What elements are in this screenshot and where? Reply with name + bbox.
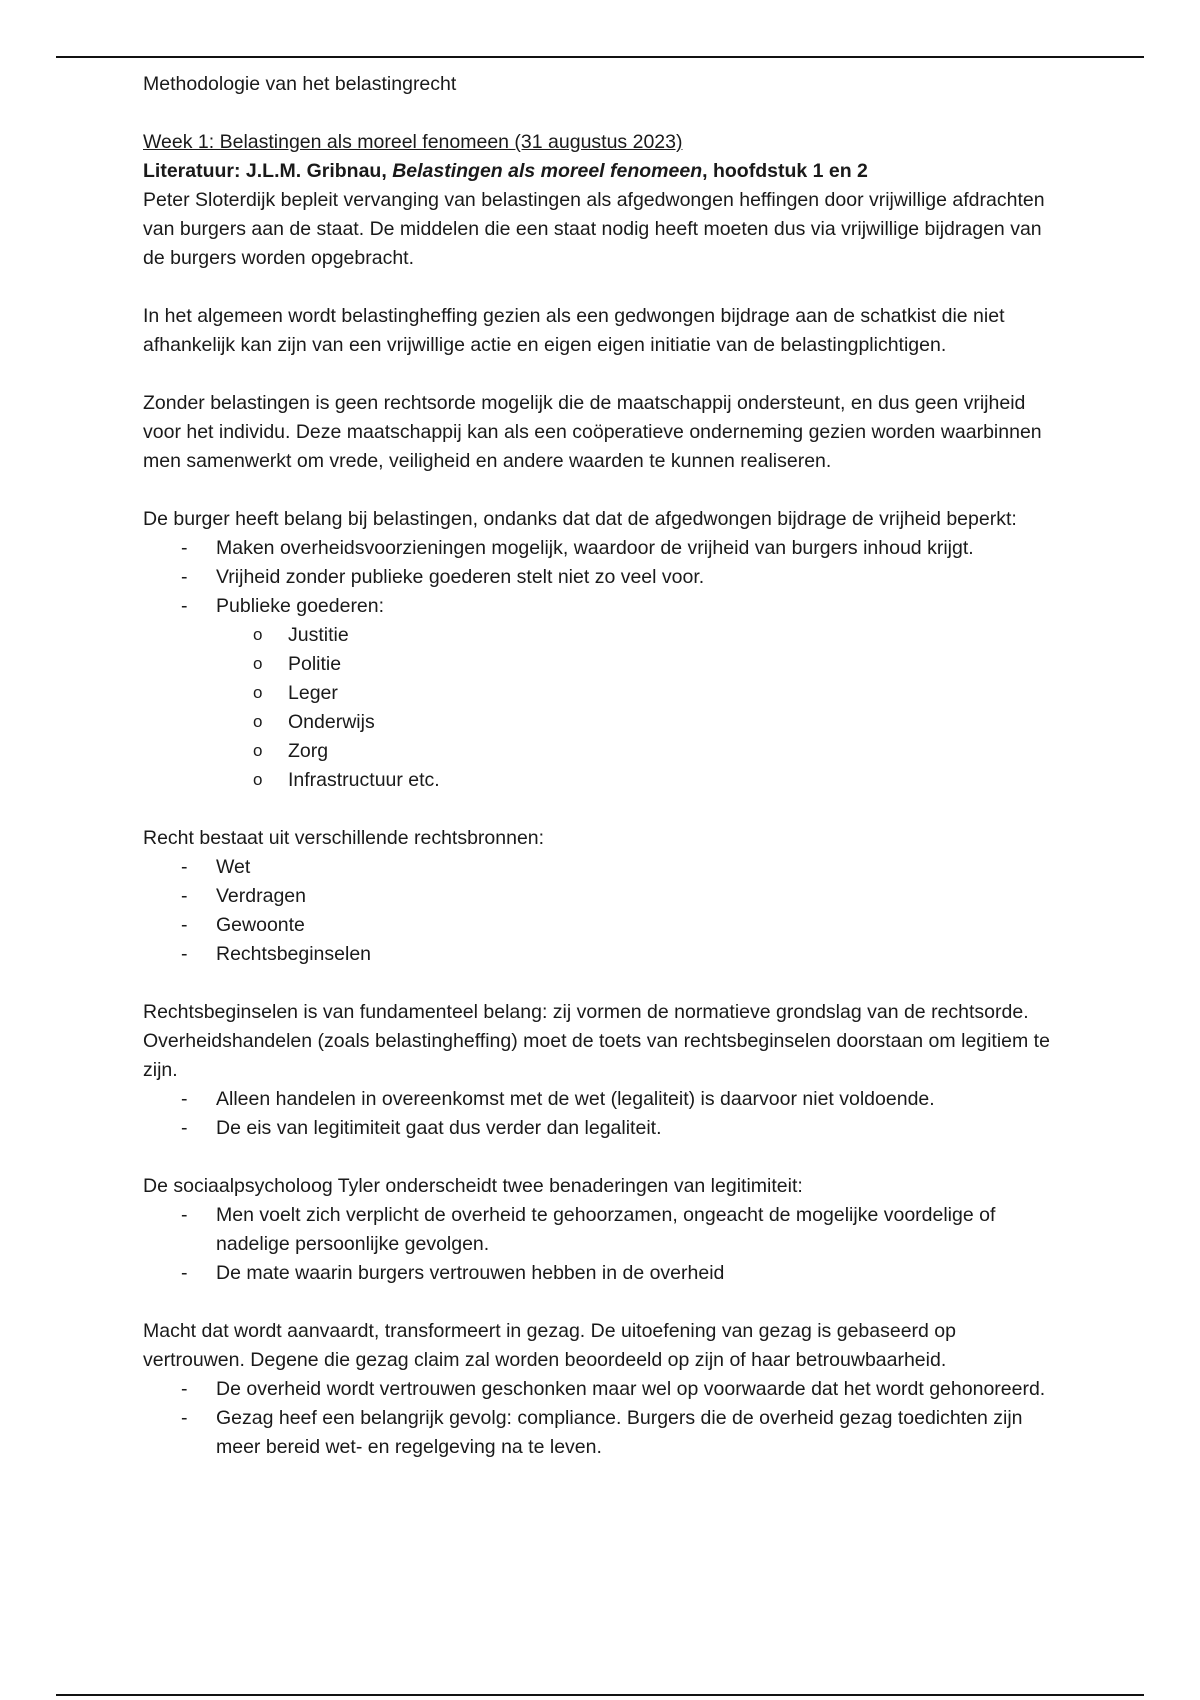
list-item: - Men voelt zich verplicht de overheid te gehoorzamen, ongeacht de mogelijke voordelige of nadelige persoonlijke gevolgen. [143,1201,1063,1259]
list-item: o Infrastructuur etc. [143,766,1063,795]
footer-rule [56,1694,1144,1696]
list-item: - Vrijheid zonder publieke goederen stelt niet zo veel voor. [143,563,1063,592]
paragraph: De sociaalpsycholoog Tyler onderscheidt twee benaderingen van legitimiteit: [143,1175,803,1197]
bullet-list [143,853,1063,969]
literature-prefix: Literatuur: J.L.M. Gribnau, [143,160,393,182]
list-item: o Politie [143,650,1063,679]
paragraph: Rechtsbeginselen is van fundamenteel belang: zij vormen de normatieve grondslag van de rechtsorde. Overheidshandelen (zoals belastingheffing) moet de toets van rechtsbeginselen doorstaan om legitiem te zijn. [143,1001,1050,1081]
list-item: o Zorg [143,737,1063,766]
list-item: - Maken overheidsvoorzieningen mogelijk, waardoor de vrijheid van burgers inhoud krijgt. [143,534,1063,563]
literature-suffix: , hoofdstuk 1 en 2 [702,160,868,182]
bullet-list [143,534,1063,621]
paragraph: Macht dat wordt aanvaardt, transformeert in gezag. De uitoefening van gezag is gebaseerd op vertrouwen. Degene die gezag claim zal worden beoordeeld op zijn of haar betrouwbaarheid. [143,1320,956,1371]
bullet-list [143,1375,1063,1462]
list-item: - De eis van legitimiteit gaat dus verder dan legaliteit. [143,1114,1063,1143]
week-title: Week 1: Belastingen als moreel fenomeen (31 augustus 2023) [143,131,683,153]
public-goods-list [143,621,1063,795]
header-rule [56,56,1144,58]
bullet-list [143,1085,1063,1143]
list-item: - Verdragen [143,882,1063,911]
paragraph: De burger heeft belang bij belastingen, ondanks dat dat de afgedwongen bijdrage de vrijheid beperkt: [143,508,1017,530]
list-item: - Publieke goederen: [143,592,1063,621]
list-item: o Leger [143,679,1063,708]
list-item: - Wet [143,853,1063,882]
paragraph: Peter Sloterdijk bepleit vervanging van belastingen als afgedwongen heffingen door vrijwillige afdrachten van burgers aan de staat. De middelen die een staat nodig heeft moeten dus via vrijwillige bijdragen van de burgers worden opgebracht. [143,189,1045,269]
bullet-list [143,1201,1063,1288]
document-page [143,70,1063,1462]
list-item: o Justitie [143,621,1063,650]
paragraph: Recht bestaat uit verschillende rechtsbronnen: [143,827,545,849]
literature-line [143,157,1063,186]
list-item: - Alleen handelen in overeenkomst met de wet (legaliteit) is daarvoor niet voldoende. [143,1085,1063,1114]
list-item: - Gewoonte [143,911,1063,940]
paragraph: Zonder belastingen is geen rechtsorde mogelijk die de maatschappij ondersteunt, en dus geen vrijheid voor het individu. Deze maatschappij kan als een coöperatieve onderneming gezien worden waarbinnen men samenwerkt om vrede, veiligheid en andere waarden te kunnen realiseren. [143,392,1042,472]
paragraph: In het algemeen wordt belastingheffing gezien als een gedwongen bijdrage aan de schatkist die niet afhankelijk kan zijn van een vrijwillige actie en eigen eigen initiatie van de belastingplichtigen. [143,305,1005,356]
list-item: o Onderwijs [143,708,1063,737]
list-item: - Gezag heef een belangrijk gevolg: compliance. Burgers die de overheid gezag toedichten zijn meer bereid wet- en regelgeving na te leven. [143,1404,1063,1462]
list-item: - De mate waarin burgers vertrouwen hebben in de overheid [143,1259,1063,1288]
list-item: - Rechtsbeginselen [143,940,1063,969]
list-item: - De overheid wordt vertrouwen geschonken maar wel op voorwaarde dat het wordt gehonoreerd. [143,1375,1063,1404]
document-header: Methodologie van het belastingrecht [143,73,457,95]
literature-title: Belastingen als moreel fenomeen [392,160,703,182]
